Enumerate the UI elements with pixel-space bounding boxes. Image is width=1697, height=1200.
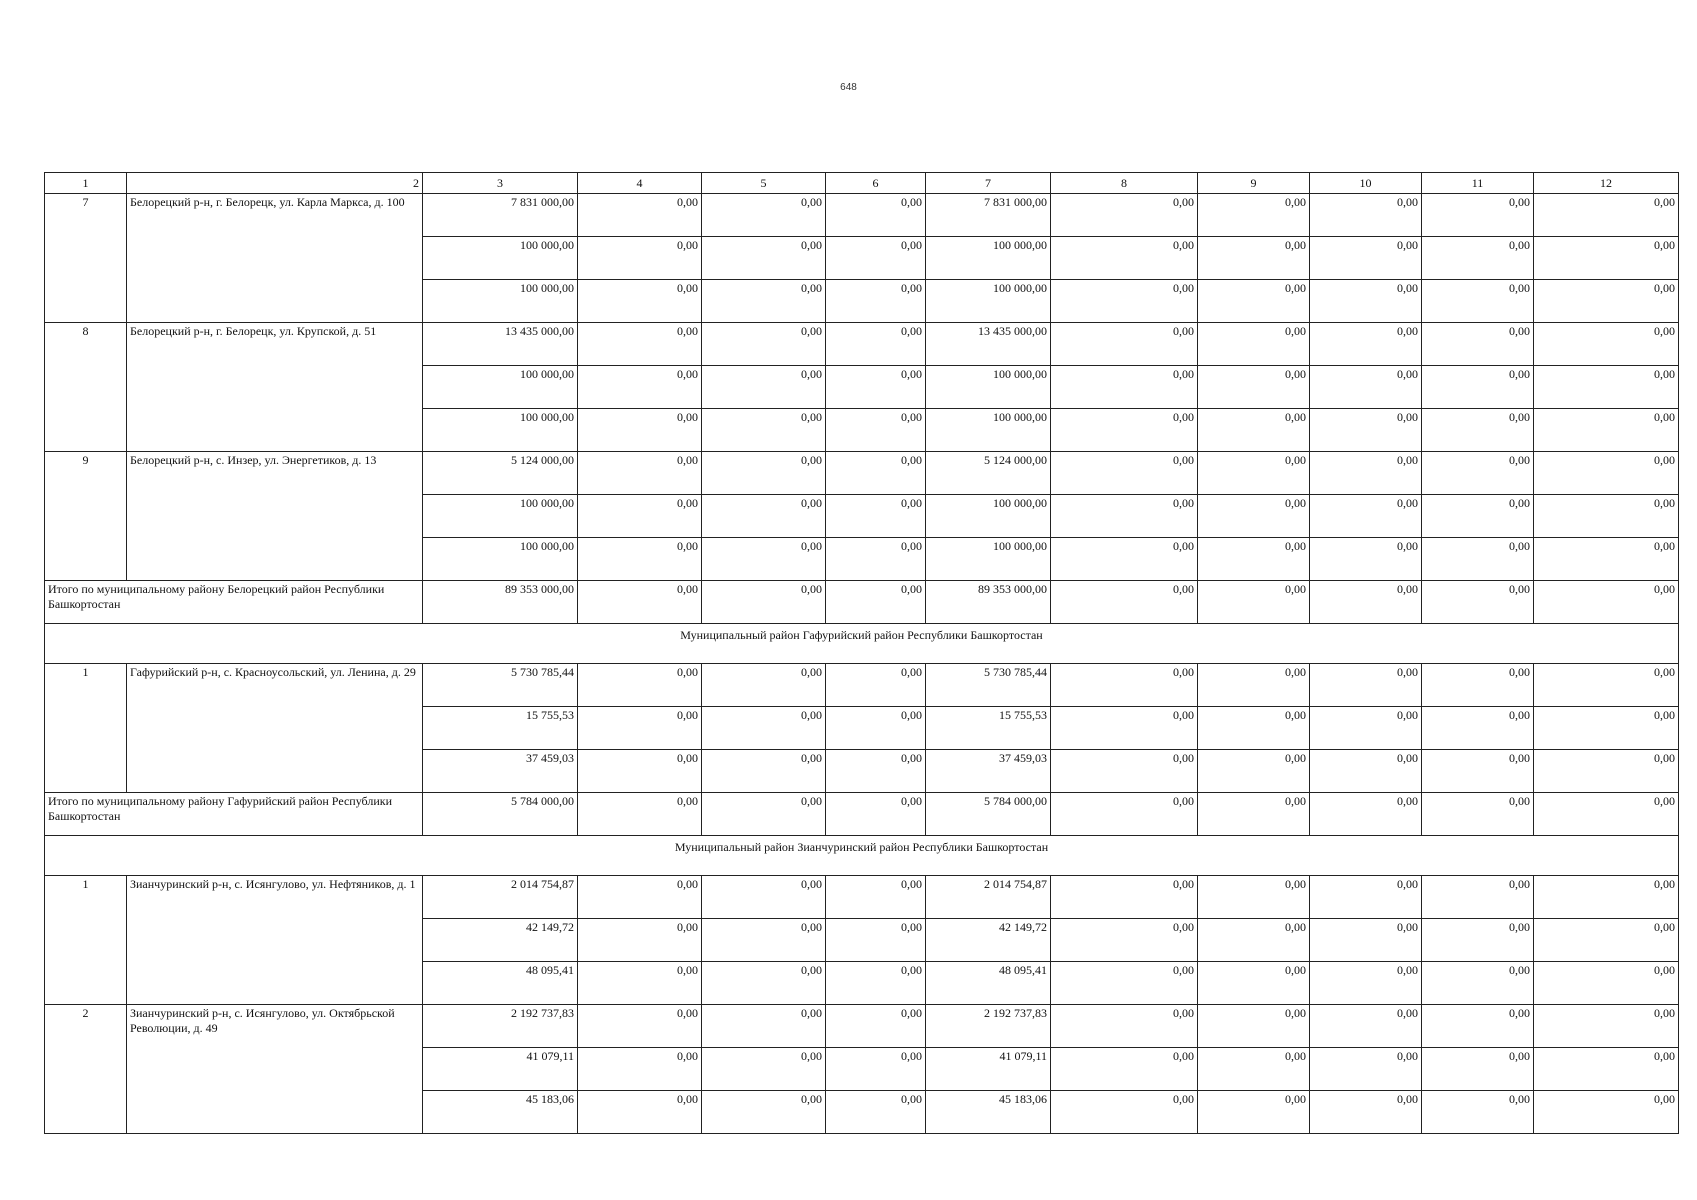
value-cell: 0,00 xyxy=(1534,1091,1679,1134)
object-address: Белорецкий р-н, г. Белорецк, ул. Крупской, д. 51 xyxy=(127,323,423,452)
column-header: 8 xyxy=(1051,173,1198,194)
value-cell: 0,00 xyxy=(1422,538,1534,581)
value-cell: 0,00 xyxy=(826,919,926,962)
column-header: 6 xyxy=(826,173,926,194)
value-cell: 0,00 xyxy=(702,495,826,538)
value-cell: 0,00 xyxy=(1422,452,1534,495)
value-cell: 0,00 xyxy=(702,237,826,280)
total-value-cell: 0,00 xyxy=(1051,581,1198,624)
value-cell: 0,00 xyxy=(1422,1005,1534,1048)
value-cell: 0,00 xyxy=(1198,707,1310,750)
value-cell: 0,00 xyxy=(1051,876,1198,919)
column-header: 11 xyxy=(1422,173,1534,194)
value-cell: 0,00 xyxy=(1198,452,1310,495)
value-cell: 0,00 xyxy=(1310,962,1422,1005)
value-cell: 0,00 xyxy=(1051,280,1198,323)
value-cell: 0,00 xyxy=(826,409,926,452)
value-cell: 0,00 xyxy=(1534,664,1679,707)
total-value-cell: 0,00 xyxy=(702,793,826,836)
value-cell: 5 730 785,44 xyxy=(423,664,578,707)
value-cell: 0,00 xyxy=(578,495,702,538)
total-value-cell: 0,00 xyxy=(1422,793,1534,836)
value-cell: 100 000,00 xyxy=(926,538,1051,581)
value-cell: 0,00 xyxy=(1198,237,1310,280)
value-cell: 0,00 xyxy=(1534,1048,1679,1091)
value-cell: 0,00 xyxy=(826,495,926,538)
column-header: 1 xyxy=(45,173,127,194)
column-header: 10 xyxy=(1310,173,1422,194)
value-cell: 0,00 xyxy=(1422,1091,1534,1134)
value-cell: 0,00 xyxy=(1198,876,1310,919)
value-cell: 0,00 xyxy=(702,707,826,750)
value-cell: 0,00 xyxy=(1198,750,1310,793)
value-cell: 2 014 754,87 xyxy=(926,876,1051,919)
value-cell: 0,00 xyxy=(1534,750,1679,793)
value-cell: 0,00 xyxy=(1198,962,1310,1005)
value-cell: 100 000,00 xyxy=(926,409,1051,452)
value-cell: 0,00 xyxy=(1422,919,1534,962)
value-cell: 0,00 xyxy=(1051,452,1198,495)
value-cell: 0,00 xyxy=(578,366,702,409)
value-cell: 0,00 xyxy=(702,323,826,366)
value-cell: 0,00 xyxy=(578,1005,702,1048)
value-cell: 48 095,41 xyxy=(926,962,1051,1005)
value-cell: 0,00 xyxy=(1310,280,1422,323)
value-cell: 0,00 xyxy=(1534,1005,1679,1048)
row-index: 7 xyxy=(45,194,127,323)
row-index: 2 xyxy=(45,1005,127,1134)
value-cell: 0,00 xyxy=(1051,538,1198,581)
total-value-cell: 5 784 000,00 xyxy=(423,793,578,836)
value-cell: 0,00 xyxy=(1422,707,1534,750)
column-header: 2 xyxy=(127,173,423,194)
table-row xyxy=(45,664,1679,707)
value-cell: 0,00 xyxy=(1534,538,1679,581)
value-cell: 0,00 xyxy=(1310,750,1422,793)
value-cell: 0,00 xyxy=(826,962,926,1005)
value-cell: 100 000,00 xyxy=(423,495,578,538)
value-cell: 0,00 xyxy=(1534,962,1679,1005)
total-value-cell: 0,00 xyxy=(578,581,702,624)
value-cell: 100 000,00 xyxy=(423,538,578,581)
value-cell: 0,00 xyxy=(1534,280,1679,323)
value-cell: 0,00 xyxy=(1422,962,1534,1005)
value-cell: 0,00 xyxy=(1051,750,1198,793)
value-cell: 0,00 xyxy=(1310,1091,1422,1134)
value-cell: 0,00 xyxy=(826,194,926,237)
value-cell: 0,00 xyxy=(578,237,702,280)
row-index: 1 xyxy=(45,876,127,1005)
section-row xyxy=(45,624,1679,664)
value-cell: 0,00 xyxy=(1310,707,1422,750)
value-cell: 41 079,11 xyxy=(926,1048,1051,1091)
value-cell: 0,00 xyxy=(1198,495,1310,538)
value-cell: 0,00 xyxy=(1051,962,1198,1005)
value-cell: 0,00 xyxy=(1310,876,1422,919)
value-cell: 0,00 xyxy=(702,409,826,452)
value-cell: 48 095,41 xyxy=(423,962,578,1005)
value-cell: 0,00 xyxy=(1422,280,1534,323)
value-cell: 0,00 xyxy=(1198,1005,1310,1048)
value-cell: 0,00 xyxy=(826,664,926,707)
value-cell: 13 435 000,00 xyxy=(423,323,578,366)
value-cell: 0,00 xyxy=(702,452,826,495)
value-cell: 0,00 xyxy=(1051,495,1198,538)
value-cell: 0,00 xyxy=(1534,366,1679,409)
value-cell: 0,00 xyxy=(1422,876,1534,919)
value-cell: 0,00 xyxy=(1310,409,1422,452)
value-cell: 0,00 xyxy=(578,452,702,495)
value-cell: 13 435 000,00 xyxy=(926,323,1051,366)
value-cell: 0,00 xyxy=(578,409,702,452)
value-cell: 0,00 xyxy=(1534,707,1679,750)
total-value-cell: 5 784 000,00 xyxy=(926,793,1051,836)
value-cell: 0,00 xyxy=(1198,919,1310,962)
value-cell: 0,00 xyxy=(1051,1091,1198,1134)
value-cell: 0,00 xyxy=(826,707,926,750)
value-cell: 0,00 xyxy=(578,194,702,237)
value-cell: 0,00 xyxy=(578,664,702,707)
table-row xyxy=(45,194,1679,237)
value-cell: 0,00 xyxy=(1422,1048,1534,1091)
total-value-cell: 0,00 xyxy=(702,581,826,624)
value-cell: 0,00 xyxy=(1051,366,1198,409)
value-cell: 100 000,00 xyxy=(423,237,578,280)
value-cell: 0,00 xyxy=(1422,495,1534,538)
value-cell: 0,00 xyxy=(1310,495,1422,538)
value-cell: 100 000,00 xyxy=(926,280,1051,323)
value-cell: 0,00 xyxy=(578,962,702,1005)
value-cell: 0,00 xyxy=(1310,323,1422,366)
value-cell: 0,00 xyxy=(826,366,926,409)
value-cell: 0,00 xyxy=(702,750,826,793)
section-title: Муниципальный район Зианчуринский район Республики Башкортостан xyxy=(45,836,1679,876)
value-cell: 0,00 xyxy=(826,237,926,280)
table-row xyxy=(45,323,1679,366)
row-index: 9 xyxy=(45,452,127,581)
value-cell: 0,00 xyxy=(1310,919,1422,962)
total-value-cell: 0,00 xyxy=(826,793,926,836)
value-cell: 0,00 xyxy=(1422,366,1534,409)
value-cell: 2 192 737,83 xyxy=(926,1005,1051,1048)
value-cell: 0,00 xyxy=(1198,409,1310,452)
value-cell: 0,00 xyxy=(1051,1005,1198,1048)
value-cell: 5 124 000,00 xyxy=(926,452,1051,495)
value-cell: 0,00 xyxy=(702,366,826,409)
value-cell: 2 014 754,87 xyxy=(423,876,578,919)
value-cell: 0,00 xyxy=(702,919,826,962)
header-row xyxy=(45,173,1679,194)
table-row xyxy=(45,876,1679,919)
total-value-cell: 89 353 000,00 xyxy=(423,581,578,624)
total-value-cell: 0,00 xyxy=(1051,793,1198,836)
value-cell: 0,00 xyxy=(1051,237,1198,280)
value-cell: 0,00 xyxy=(1422,194,1534,237)
value-cell: 0,00 xyxy=(1310,194,1422,237)
value-cell: 0,00 xyxy=(702,664,826,707)
value-cell: 0,00 xyxy=(826,280,926,323)
value-cell: 0,00 xyxy=(578,1048,702,1091)
value-cell: 0,00 xyxy=(702,876,826,919)
value-cell: 0,00 xyxy=(1310,1048,1422,1091)
value-cell: 0,00 xyxy=(1051,1048,1198,1091)
value-cell: 0,00 xyxy=(826,1005,926,1048)
value-cell: 0,00 xyxy=(826,452,926,495)
total-row xyxy=(45,581,1679,624)
value-cell: 0,00 xyxy=(702,1005,826,1048)
object-address: Белорецкий р-н, г. Белорецк, ул. Карла Маркса, д. 100 xyxy=(127,194,423,323)
value-cell: 0,00 xyxy=(826,323,926,366)
object-address: Зианчуринский р-н, с. Исянгулово, ул. Октябрьской Революции, д. 49 xyxy=(127,1005,423,1134)
value-cell: 0,00 xyxy=(1422,323,1534,366)
budget-table xyxy=(44,172,1679,1134)
object-address: Зианчуринский р-н, с. Исянгулово, ул. Нефтяников, д. 1 xyxy=(127,876,423,1005)
page-number: 648 xyxy=(840,82,857,93)
value-cell: 0,00 xyxy=(1051,919,1198,962)
value-cell: 0,00 xyxy=(1310,664,1422,707)
value-cell: 0,00 xyxy=(1198,280,1310,323)
value-cell: 0,00 xyxy=(1051,664,1198,707)
value-cell: 5 124 000,00 xyxy=(423,452,578,495)
total-label: Итого по муниципальному району Белорецкий район Республики Башкортостан xyxy=(45,581,423,624)
value-cell: 0,00 xyxy=(702,280,826,323)
value-cell: 0,00 xyxy=(1310,366,1422,409)
total-value-cell: 0,00 xyxy=(1310,581,1422,624)
value-cell: 0,00 xyxy=(578,750,702,793)
row-index: 8 xyxy=(45,323,127,452)
value-cell: 15 755,53 xyxy=(423,707,578,750)
value-cell: 0,00 xyxy=(578,1091,702,1134)
value-cell: 7 831 000,00 xyxy=(926,194,1051,237)
total-value-cell: 0,00 xyxy=(1422,581,1534,624)
value-cell: 0,00 xyxy=(702,194,826,237)
table-row xyxy=(45,452,1679,495)
total-value-cell: 0,00 xyxy=(1198,793,1310,836)
object-address: Белорецкий р-н, с. Инзер, ул. Энергетиков, д. 13 xyxy=(127,452,423,581)
value-cell: 0,00 xyxy=(578,876,702,919)
value-cell: 0,00 xyxy=(578,323,702,366)
value-cell: 0,00 xyxy=(1051,409,1198,452)
value-cell: 0,00 xyxy=(702,962,826,1005)
value-cell: 0,00 xyxy=(1310,1005,1422,1048)
value-cell: 0,00 xyxy=(702,1091,826,1134)
total-value-cell: 0,00 xyxy=(1198,581,1310,624)
value-cell: 0,00 xyxy=(1534,409,1679,452)
value-cell: 100 000,00 xyxy=(423,409,578,452)
column-header: 5 xyxy=(702,173,826,194)
value-cell: 0,00 xyxy=(578,919,702,962)
value-cell: 0,00 xyxy=(578,707,702,750)
value-cell: 37 459,03 xyxy=(926,750,1051,793)
value-cell: 0,00 xyxy=(1534,237,1679,280)
total-value-cell: 89 353 000,00 xyxy=(926,581,1051,624)
value-cell: 0,00 xyxy=(1422,237,1534,280)
table-row xyxy=(45,1005,1679,1048)
value-cell: 100 000,00 xyxy=(423,366,578,409)
value-cell: 0,00 xyxy=(1198,1048,1310,1091)
total-value-cell: 0,00 xyxy=(578,793,702,836)
section-title: Муниципальный район Гафурийский район Республики Башкортостан xyxy=(45,624,1679,664)
value-cell: 100 000,00 xyxy=(926,237,1051,280)
value-cell: 0,00 xyxy=(1534,919,1679,962)
total-row xyxy=(45,793,1679,836)
value-cell: 100 000,00 xyxy=(926,495,1051,538)
value-cell: 7 831 000,00 xyxy=(423,194,578,237)
value-cell: 0,00 xyxy=(1198,1091,1310,1134)
column-header: 12 xyxy=(1534,173,1679,194)
value-cell: 100 000,00 xyxy=(926,366,1051,409)
value-cell: 0,00 xyxy=(1310,538,1422,581)
total-value-cell: 0,00 xyxy=(826,581,926,624)
value-cell: 0,00 xyxy=(1051,707,1198,750)
value-cell: 42 149,72 xyxy=(423,919,578,962)
value-cell: 0,00 xyxy=(1198,366,1310,409)
value-cell: 0,00 xyxy=(1534,876,1679,919)
value-cell: 0,00 xyxy=(578,280,702,323)
value-cell: 0,00 xyxy=(1534,452,1679,495)
column-header: 9 xyxy=(1198,173,1310,194)
value-cell: 15 755,53 xyxy=(926,707,1051,750)
total-value-cell: 0,00 xyxy=(1310,793,1422,836)
value-cell: 0,00 xyxy=(826,1048,926,1091)
value-cell: 0,00 xyxy=(826,876,926,919)
total-label: Итого по муниципальному району Гафурийский район Республики Башкортостан xyxy=(45,793,423,836)
value-cell: 0,00 xyxy=(1198,664,1310,707)
object-address: Гафурийский р-н, с. Красноусольский, ул. Ленина, д. 29 xyxy=(127,664,423,793)
value-cell: 0,00 xyxy=(1310,237,1422,280)
value-cell: 0,00 xyxy=(1310,452,1422,495)
value-cell: 0,00 xyxy=(702,1048,826,1091)
value-cell: 0,00 xyxy=(1534,194,1679,237)
column-header: 3 xyxy=(423,173,578,194)
value-cell: 0,00 xyxy=(1198,323,1310,366)
column-header: 7 xyxy=(926,173,1051,194)
value-cell: 2 192 737,83 xyxy=(423,1005,578,1048)
value-cell: 41 079,11 xyxy=(423,1048,578,1091)
value-cell: 45 183,06 xyxy=(423,1091,578,1134)
value-cell: 0,00 xyxy=(1534,495,1679,538)
value-cell: 42 149,72 xyxy=(926,919,1051,962)
value-cell: 37 459,03 xyxy=(423,750,578,793)
column-header: 4 xyxy=(578,173,702,194)
value-cell: 0,00 xyxy=(1422,409,1534,452)
value-cell: 0,00 xyxy=(1422,664,1534,707)
total-value-cell: 0,00 xyxy=(1534,793,1679,836)
total-value-cell: 0,00 xyxy=(1534,581,1679,624)
value-cell: 0,00 xyxy=(1534,323,1679,366)
value-cell: 5 730 785,44 xyxy=(926,664,1051,707)
row-index: 1 xyxy=(45,664,127,793)
value-cell: 100 000,00 xyxy=(423,280,578,323)
value-cell: 0,00 xyxy=(826,750,926,793)
section-row xyxy=(45,836,1679,876)
value-cell: 0,00 xyxy=(1051,323,1198,366)
value-cell: 0,00 xyxy=(826,1091,926,1134)
value-cell: 0,00 xyxy=(1198,194,1310,237)
value-cell: 0,00 xyxy=(826,538,926,581)
value-cell: 0,00 xyxy=(702,538,826,581)
value-cell: 45 183,06 xyxy=(926,1091,1051,1134)
value-cell: 0,00 xyxy=(1422,750,1534,793)
value-cell: 0,00 xyxy=(1051,194,1198,237)
value-cell: 0,00 xyxy=(578,538,702,581)
value-cell: 0,00 xyxy=(1198,538,1310,581)
